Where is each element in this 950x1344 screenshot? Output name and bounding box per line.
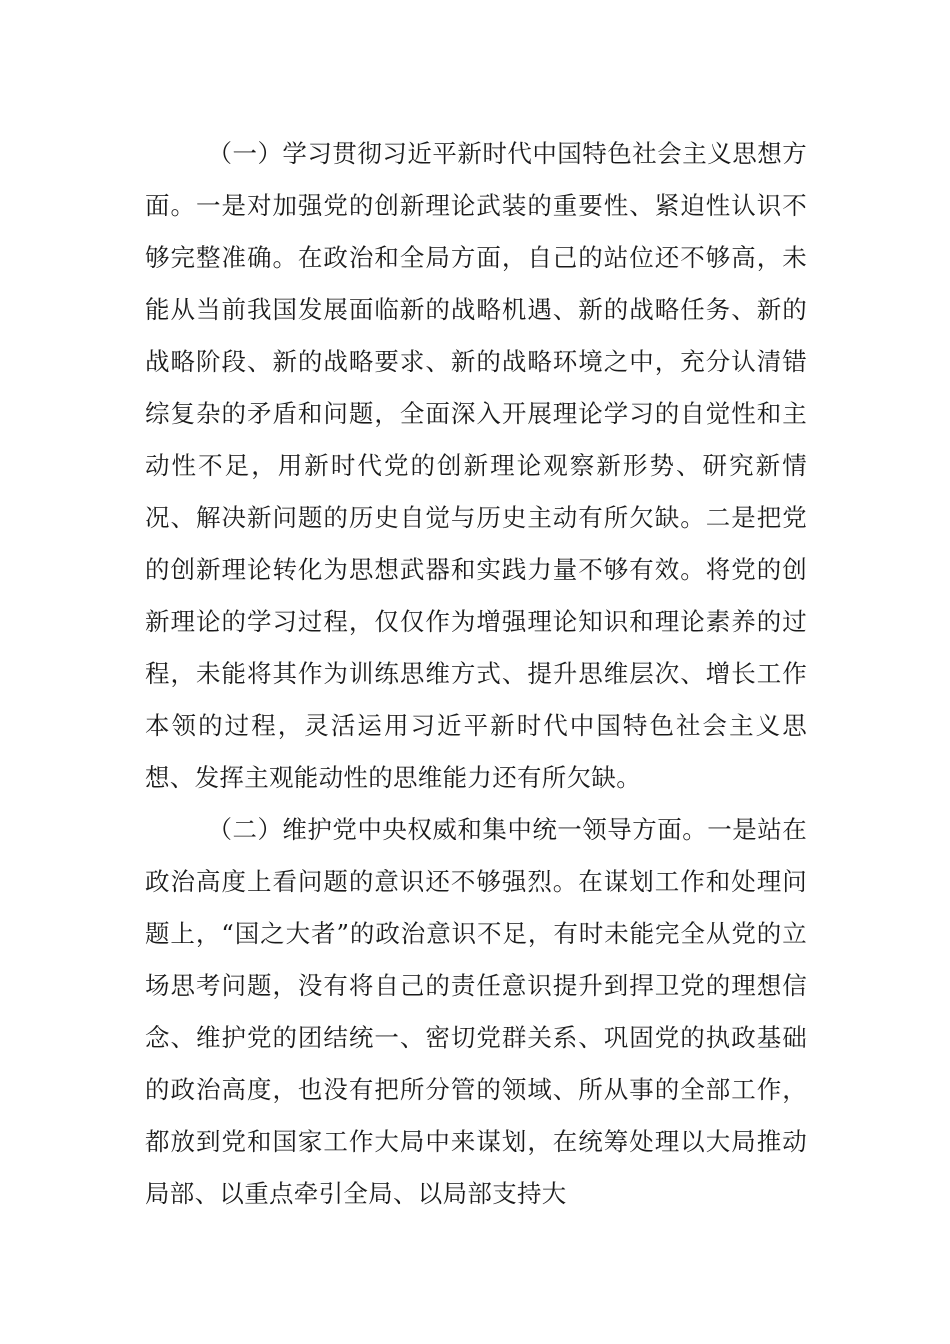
paragraph-2: （二）维护党中央权威和集中统一领导方面。一是站在政治高度上看问题的意识还不够强烈。在谋划工作和处理问题上，“国之大者”的政治意识不足，有时未能完全从党的立场思考问题，没有将自己的责任意识提升到捍卫党的理想信念、维护党的团结统一、密切党群关系、巩固党的执政基础的政治高度，也没有把所分管的领域、所从事的全部工作，都放到党和国家工作大局中来谋划，在统筹处理以大局推动局部、以重点牵引全局、以局部支持大 <box>145 815 807 1208</box>
document-body <box>145 128 807 1220</box>
paragraph-1: （一）学习贯彻习近平新时代中国特色社会主义思想方面。一是对加强党的创新理论武装的重要性、紧迫性认识不够完整准确。在政治和全局方面，自己的站位还不够高，未能从当前我国发展面临新的战略机遇、新的战略任务、新的战略阶段、新的战略要求、新的战略环境之中，充分认清错综复杂的矛盾和问题，全面深入开展理论学习的自觉性和主动性不足，用新时代党的创新理论观察新形势、研究新情况、解决新问题的历史自觉与历史主动有所欠缺。二是把党的创新理论转化为思想武器和实践力量不够有效。将党的创新理论的学习过程，仅仅作为增强理论知识和理论素养的过程，未能将其作为训练思维方式、提升思维层次、增长工作本领的过程，灵活运用习近平新时代中国特色社会主义思想、发挥主观能动性的思维能力还有所欠缺。 <box>145 139 807 792</box>
